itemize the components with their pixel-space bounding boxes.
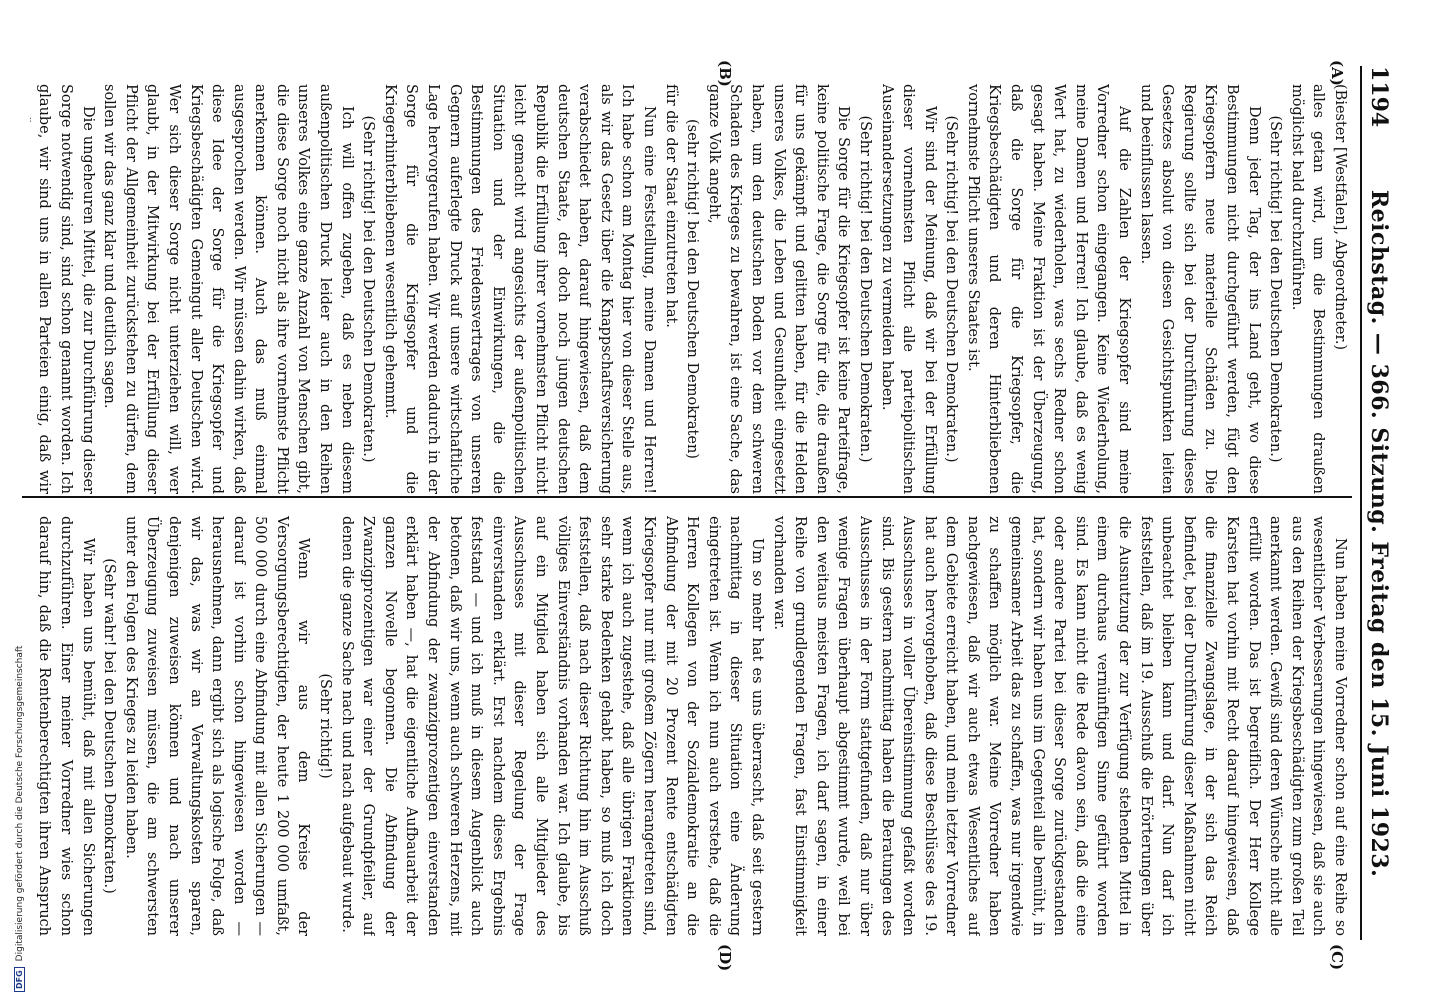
interjection: (sehr richtig! bei den Deutschen Demokraten) — [684, 119, 701, 459]
paragraph: Nun eine Feststellung, meine Damen und Herren! Ich habe schon am Montag hier von dieser Stelle aus, als wir das Gesetz über die Knappschaftsversicherung verabschiedet haben, darauf hingewiesen, daß dem deutschen Staate, der doch noch jungen deutschen Republik die Erfüllung ihrer vornehmsten Pflicht nicht leicht gemacht wird angesichts der außenpolitischen Situation und der Einwirkungen, die die Bestimmungen des Friedensvertrages von unseren Gegnern auferlegte Druck auf unsere wirtschaftliche Lage hervorgerufen haben. Wir werden dadurch in der Sorge für die Kriegsopfer und die Kriegerhinterbliebenen wesentlich gehemmt. — [381, 84, 657, 494]
interjection: (Sehr richtig! bei den Deutschen Demokraten.) — [360, 115, 377, 463]
paragraph: Nun haben meine Vorredner schon auf eine Reihe so wesentlicher Verbesserungen hingewiesen, daß sie auch aus den Reihen der Kriegsbeschädigten zum großen Teil anerkannt werden. Gewiß sind deren Wünsche nicht alle erfüllt worden. Das ist begreiflich. Der Herr Kollege Karsten hat vorhin mit Recht darauf hingewiesen, daß die finanzielle Zwangslage, in der sich das Reich befindet, bei der Durchführung dieser Maßnahmen nicht unbeachtet bleiben kann und darf. Nun darf ich feststellen, daß im 19. Ausschuß die Erörterungen über die Ausnutzung der zur Verfügung stehenden Mittel in einem durchaus vernünftigen Sinne geführt worden sind. Es kann nicht die Rede davon sein, daß die eine oder andere Partei bei dieser Sorge zurückgestanden hat, sondern wir haben uns im Gegenteil alle bemüht, in gemeinsamer Arbeit das zu schaffen, was nur irgendwie zu schaffen möglich war. Meine Vorredner haben nachgewiesen, daß wir auch etwas Wesentliches auf dem Gebiete erreicht haben, und mein letzter Vorredner hat auch hervorgehoben, daß diese Beschlüsse des 19. Ausschusses in voller Übereinstimmung gefaßt worden sind. Bis gestern nachmittag haben die Beratungen des Ausschusses in der Form stattgefunden, daß nur über wenige Fragen überhaupt abgestimmt wurde, weil bei den weitaus meisten Fragen, ich darf sagen, in einer Reihe von grundlegenden Fragen, fast Einstimmigkeit vorhanden war. — [770, 516, 1348, 936]
margin-marker-c: (C) — [1328, 944, 1346, 971]
interjection: (Sehr richtig! bei den Deutschen Demokraten.) — [943, 115, 960, 463]
page-number: 1194 — [1366, 66, 1392, 128]
column-divider — [22, 496, 1352, 498]
paragraph: Die Sorge für die Kriegsopfer ist keine Parteifrage, keine politische Frage, die Sorge für die, die draußen für uns gekämpft und gelitten haben, für die Helden unseres Volkes, die Leben und Gesundheit eingesetzt haben, um den deutschen Boden vor dem schweren Schaden des Krieges zu bewahren, ist eine Sache, das ganze Volk angeht, — [705, 84, 852, 494]
running-head: Reichstag. — 366. Sitzung. Freitag den 15. Juni 1923. — [1366, 189, 1392, 878]
interjection: (Sehr richtig! bei den Deutschen Demokraten.) — [856, 115, 873, 463]
paragraph: Um so mehr hat es uns überrascht, daß seit gestern nachmittag in dieser Situation eine Änderung eingetreten ist. Wenn ich nun auch verstehe, daß die Herren Kollegen von der Sozialdemokratie an die Abfindung der mit 20 Prozent Rente entschädigten Kriegsopfer nur mit großem Zögern herangetreten sind, wenn ich auch zugestehe, daß alle übrigen Fraktionen sehr starke Bedenken gehabt haben, so muß ich doch feststellen, daß nach dieser Richtung hin im Ausschuß völliges Einverständnis vorhanden war. Ich glaube, bis auf ein Mitglied haben sich alle Mitglieder des Ausschusses mit dieser Regelung der Frage einverstanden erklärt. Erst nachdem dieses Ergebnis feststand — und ich muß in diesem Augenblick auch betonen, daß wir uns, wenn auch schweren Herzens, mit der Abfindung der zwanzigprozentigen einverstanden erklärt haben —, hat die eigentliche Aufbauarbeit der ganzen Novelle begonnen. Die Abfindung der Zwanzigprozentigen war einer der Grundpfeiler, auf denen die ganze Sache nach und nach aufgebaut wurde. — [338, 516, 765, 936]
paragraph: Wir haben uns bemüht, daß mit allen Sicherungen durchzuführen. Einer meiner Vorredner wies schon darauf hin, daß die Rentenberechtigten ihren Anspruch — [36, 516, 96, 936]
paragraph: Ich will offen zugeben, daß es neben diesem außenpolitischen Druck leider auch in den Reihen unseres Volkes eine ganze Anzahl von Menschen gibt, die diese Sorge noch nicht als ihre vornehmste Pflicht anerkennen können. Auch das muß einmal ausgesprochen werden. Wir müssen dahin wirken, daß diese Idee der Sorge für die Kriegsopfer und Kriegsbeschädigten Gemeingut aller Deutschen wird. Wer sich dieser Sorge nicht unterziehen will, wer glaubt, in der Mitwirkung bei der Erfüllung dieser Pflicht der Allgemeinheit zurückstehen zu dürfen, dem sollen wir das ganz klar und deutlich sagen. — [101, 84, 355, 494]
digitization-credit — [14, 646, 25, 992]
interjection: (Sehr richtig!) — [317, 673, 334, 779]
right-text-column — [30, 516, 1350, 936]
paragraph: Die ungeheuren Mittel, die zur Durchführung dieser Sorge notwendig sind, sind schon genannt worden. Ich glaube, wir sind uns in allen Parteien einig, daß wir — [36, 84, 96, 494]
digitization-credit-text: Digitalisierung gefördert durch die Deutsche Forschungsgemeinschaft — [15, 645, 25, 962]
margin-marker-a: (A) — [1328, 60, 1346, 86]
interjection: (Sehr richtig! bei den Deutschen Demokraten.) — [1267, 115, 1284, 463]
page-header — [1360, 66, 1398, 940]
left-text-column — [30, 84, 1350, 494]
paragraph: Denn jeder Tag, der ins Land geht, wo diese Bestimmungen nicht durchgeführt werden, fügt den Kriegsopfern neue materielle Schäden zu. Die Regierung sollte sich bei der Durchführung dieses Gesetzes absolut von diesen Gesichtspunkten leiten und beeinflussen lassen. — [1137, 84, 1262, 494]
dfg-logo: DFG — [14, 967, 25, 992]
paragraph: Wenn wir aus dem Kreise der Versorgungsberechtigten, der heute 1 200 000 umfaßt, 500 000 durch eine Abfindung mit allen Sicherungen — darauf ist vorhin schon hingewiesen worden — herausnehmen, dann ergibt sich als logische Folge, daß wir das, was wir an Verwaltungskosten sparen, denjenigen zuweisen können und nach unserer Überzeugung zuweisen müssen, die am schwersten unter den Folgen des Krieges zu leiden haben. — [122, 516, 312, 936]
paragraph: Wir sind der Meinung, daß wir bei der Erfüllung dieser vornehmsten Pflicht alle parteipolitischen Auseinandersetzungen zu vermeiden haben. — [878, 84, 938, 494]
paragraph: (Biester [Westfalen], Abgeordneter.) — [1332, 84, 1348, 351]
paragraph: alles getan wird, um die Bestimmungen draußen möglichst bald durchzuführen. — [1288, 84, 1327, 494]
margin-marker-d: (D) — [716, 944, 734, 972]
paragraph: Auf die Zahlen der Kriegsopfer sind meine Vorredner schon eingegangen. Keine Wiederholung, meine Damen und Herren! Ich glaube, daß es wenig Wert hat, zu wiederholen, was sechs Redner schon gesagt haben. Meine Fraktion ist der Überzeugung, daß die Sorge für die Kriegsopfer, die Kriegsbeschädigten und deren Hinterbliebenen vornehmste Pflicht unseres Staates ist. — [964, 84, 1133, 494]
margin-marker-b: (B) — [716, 60, 734, 87]
paragraph: für die der Staat einzutreten hat. — [662, 84, 679, 328]
interjection: (Sehr wahr! bei den Deutschen Demokraten.) — [101, 558, 118, 894]
